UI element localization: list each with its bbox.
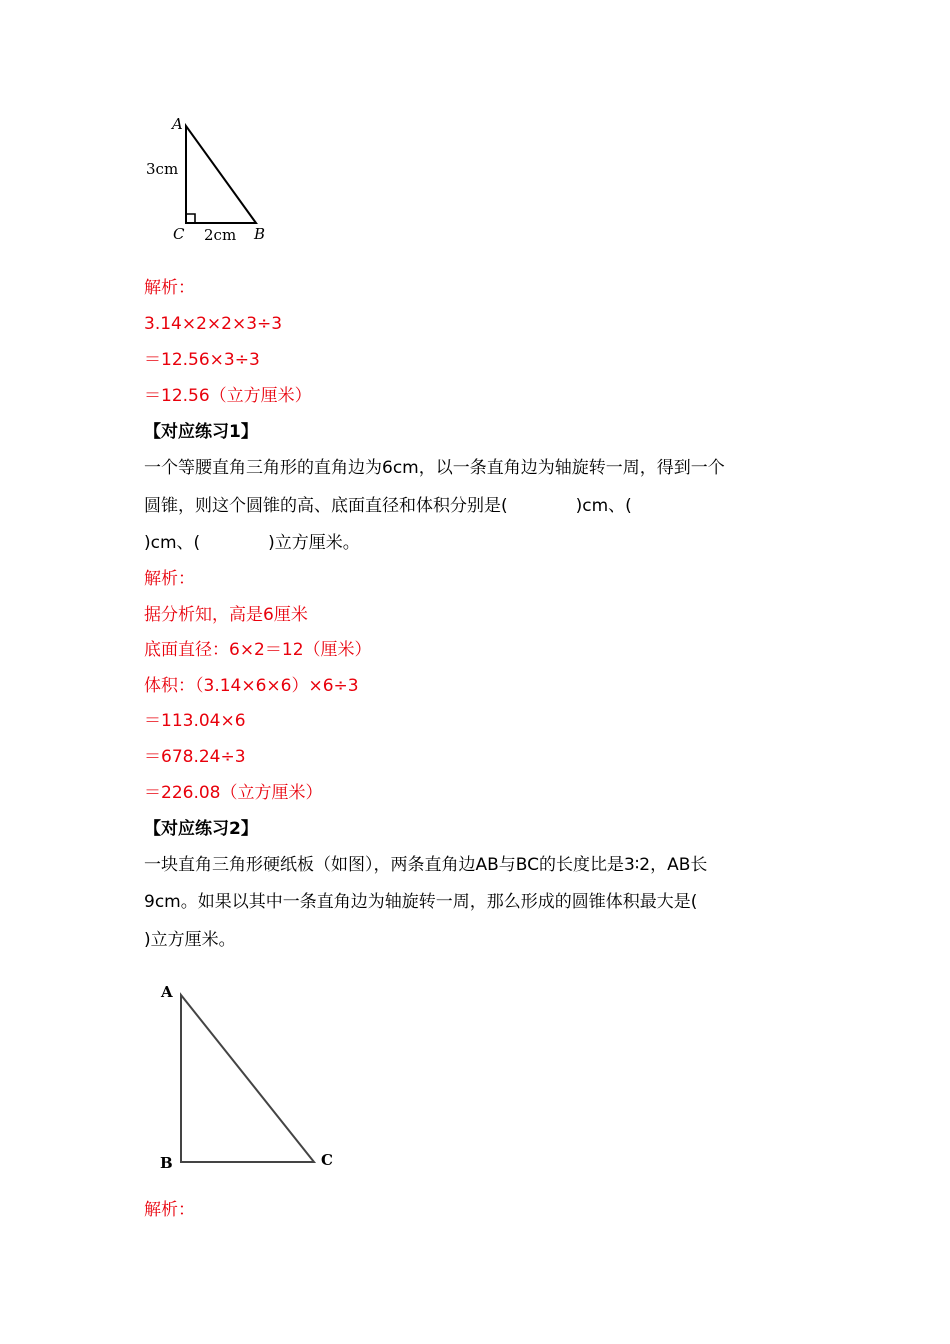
practice-1-analysis-line-5: ＝678.24÷3	[144, 747, 246, 767]
triangle-figure-1	[140, 110, 290, 250]
label-a-1: A	[172, 115, 183, 133]
practice-1-analysis-line-4: ＝113.04×6	[144, 711, 246, 731]
analysis-1-line-3: ＝12.56（立方厘米）	[144, 386, 312, 406]
triangle-2-shape	[181, 995, 314, 1162]
practice-2-analysis-heading: 解析：	[144, 1200, 195, 1220]
practice-1-question-line-1: 一个等腰直角三角形的直角边为6cm，以一条直角边为轴旋转一周，得到一个	[144, 458, 725, 478]
label-b-2: B	[160, 1154, 173, 1172]
practice-1-analysis-line-1: 据分析知，高是6厘米	[144, 605, 308, 625]
practice-2-title: 【对应练习2】	[144, 819, 258, 839]
label-b-1: B	[254, 225, 266, 243]
practice-1-question-line-3: )cm、( )立方厘米。	[144, 533, 360, 553]
practice-2-question-line-3: )立方厘米。	[144, 930, 236, 950]
side-cb-label: 2cm	[204, 226, 237, 244]
side-ac-label: 3cm	[146, 160, 179, 178]
practice-1-title: 【对应练习1】	[144, 422, 258, 442]
analysis-1-heading: 解析：	[144, 278, 195, 298]
right-angle-mark-1	[186, 214, 195, 223]
practice-2-question-line-2: 9cm。如果以其中一条直角边为轴旋转一周，那么形成的圆锥体积最大是(	[144, 892, 698, 912]
label-c-1: C	[173, 225, 185, 243]
analysis-1-line-1: 3.14×2×2×3÷3	[144, 314, 283, 334]
practice-1-analysis-line-6: ＝226.08（立方厘米）	[144, 783, 323, 803]
triangle-figure-2	[150, 975, 350, 1175]
practice-1-analysis-line-2: 底面直径：6×2＝12（厘米）	[144, 640, 372, 660]
practice-1-analysis-line-3: 体积：（3.14×6×6）×6÷3	[144, 676, 359, 696]
triangle-1-shape	[186, 126, 256, 223]
practice-1-analysis-heading: 解析：	[144, 569, 195, 589]
label-c-2: C	[321, 1151, 333, 1169]
practice-2-question-line-1: 一块直角三角形硬纸板（如图），两条直角边AB与BC的长度比是3∶2，AB长	[144, 855, 708, 875]
practice-1-question-line-2: 圆锥，则这个圆锥的高、底面直径和体积分别是( )cm、(	[144, 496, 632, 516]
analysis-1-line-2: ＝12.56×3÷3	[144, 350, 260, 370]
label-a-2: A	[161, 983, 173, 1001]
